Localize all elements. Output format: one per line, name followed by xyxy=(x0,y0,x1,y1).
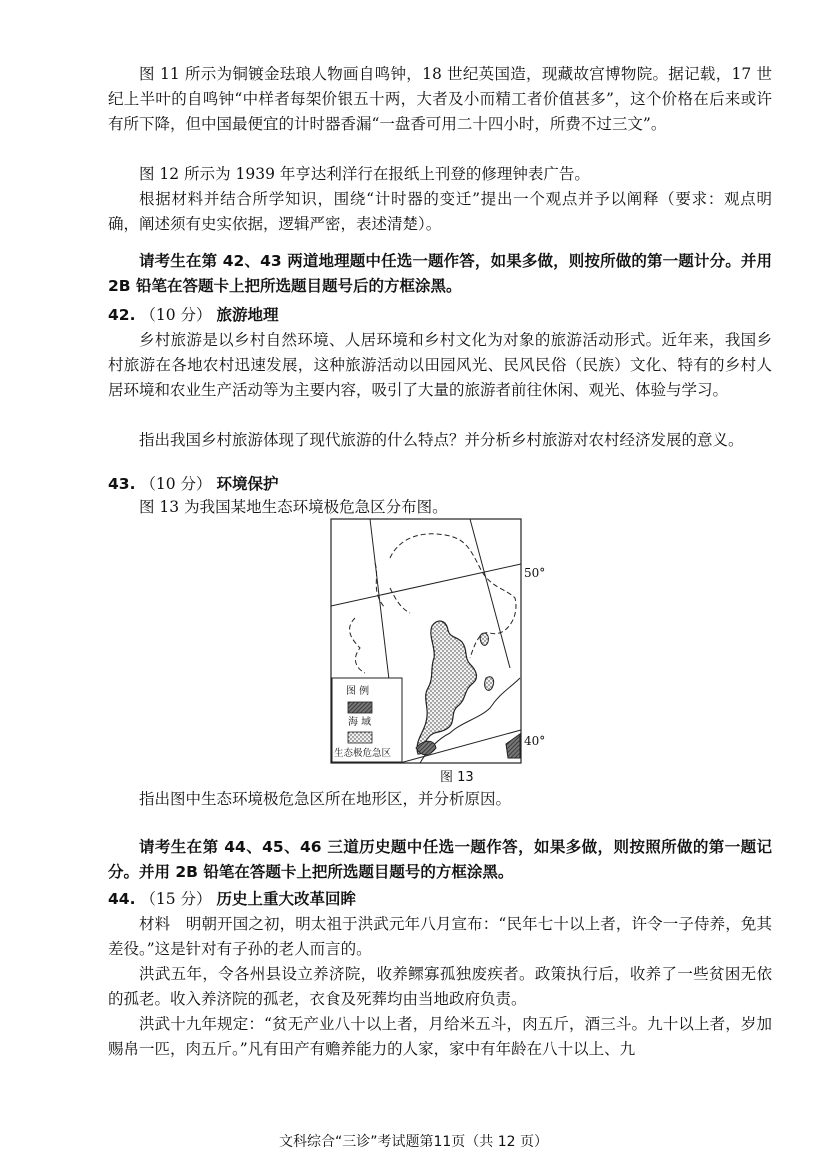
paragraph-advertisement: 图 12 所示为 1939 年亨达利洋行在报纸上刊登的修理钟表广告。 xyxy=(139,165,590,183)
q42-question: 指出我国乡村旅游体现了现代旅游的什么特点？并分析乡村旅游对农村经济发展的意义。 xyxy=(139,431,744,449)
instruction-history: 请考生在第 44、45、46 三道历史题中任选一题作答，如果多做，则按照所做的第一题记分。并用 2B 铅笔在答题卡上把所选题目题号的方框涂黑。 xyxy=(108,838,772,881)
legend-zone-label: 生态极危急区 xyxy=(334,748,392,759)
q42-number: 42. xyxy=(108,306,136,324)
q44-material-1 xyxy=(108,912,772,962)
q44-score: （15 分） xyxy=(140,890,212,908)
q42-header xyxy=(108,303,279,328)
q44-number: 44. xyxy=(108,890,136,908)
q43-question: 指出图中生态环境极危急区所在地形区，并分析原因。 xyxy=(139,790,512,808)
legend-zone-swatch xyxy=(348,732,372,743)
q44-title: 历史上重大改革回眸 xyxy=(216,890,357,908)
lat-label-50: 50° xyxy=(524,566,546,580)
critical-zone-east xyxy=(485,677,494,691)
legend-sea-label: 海 域 xyxy=(348,717,372,728)
q42-score: （10 分） xyxy=(140,306,212,324)
q43-number: 43. xyxy=(108,475,136,493)
q42-body: 乡村旅游是以乡村自然环境、人居环境和乡村文化为对象的旅游活动形式。近年来，我国乡村旅游在各地农村迅速发展，这种旅游活动以田园风光、民风民俗（民族）文化、特有的乡村人居环境和农业生产活动等为主要内容，吸引了大量的旅游者前往休闲、观光、体验与学习。 xyxy=(108,331,772,399)
q43-title: 环境保护 xyxy=(216,475,279,493)
q44-material-text: 明朝开国之初，明太祖于洪武元年八月宣布：“民年七十以上者，许令一子侍养，免其差役。”这是针对有子孙的老人而言的。 xyxy=(108,915,772,958)
paragraph-clock-history: 图 11 所示为铜镀金珐琅人物画自鸣钟，18 世纪英国造，现藏故宫博物院。据记载，17 世纪上半叶的自鸣钟“中样者每架价银五十两，大者及小而精工者价值甚多”，这个价格在后来或许有所下降，但中国最便宜的计时器香漏“一盘香可用二十四小时，所费不过三文”。 xyxy=(108,65,772,133)
q44-material-2: 洪武五年，令各州县设立养济院，收养鳏寡孤独废疾者。政策执行后，收养了一些贫困无依的孤老。收入养济院的孤老，衣食及死葬均由当地政府负责。 xyxy=(108,965,772,1008)
page-footer: 文科综合“三诊”考试题第11页（共 12 页） xyxy=(278,1134,549,1150)
q43-score: （10 分） xyxy=(140,475,212,493)
figure-caption: 图 13 xyxy=(440,770,474,785)
q44-material-3: 洪武十九年规定：“贫无产业八十以上者，月给米五斗，肉五斤，酒三斗。九十以上者，岁加赐帛一匹，肉五斤。”凡有田产有赡养能力的人家，家中有年龄在八十以上、九 xyxy=(108,1015,772,1058)
q44-material-label: 材料 xyxy=(139,915,171,933)
ecological-map xyxy=(330,518,522,764)
q43-header xyxy=(108,472,279,497)
paragraph-task: 根据材料并结合所学知识，围绕“计时器的变迁”提出一个观点并予以阐释（要求：观点明确，阐述须有史实依据，逻辑严密，表述清楚）。 xyxy=(108,190,772,233)
q42-title: 旅游地理 xyxy=(216,306,279,324)
q44-header xyxy=(108,887,356,912)
legend-title: 图 例 xyxy=(346,686,370,697)
legend-sea-swatch xyxy=(348,702,372,713)
q43-intro: 图 13 为我国某地生态环境极危急区分布图。 xyxy=(139,498,448,516)
critical-zone-north xyxy=(480,633,488,645)
lat-label-40: 40° xyxy=(524,734,546,748)
instruction-geography: 请考生在第 42、43 两道地理题中任选一题作答，如果多做，则按所做的第一题计分。并用 2B 铅笔在答题卡上把所选题目题号后的方框涂黑。 xyxy=(108,252,772,295)
